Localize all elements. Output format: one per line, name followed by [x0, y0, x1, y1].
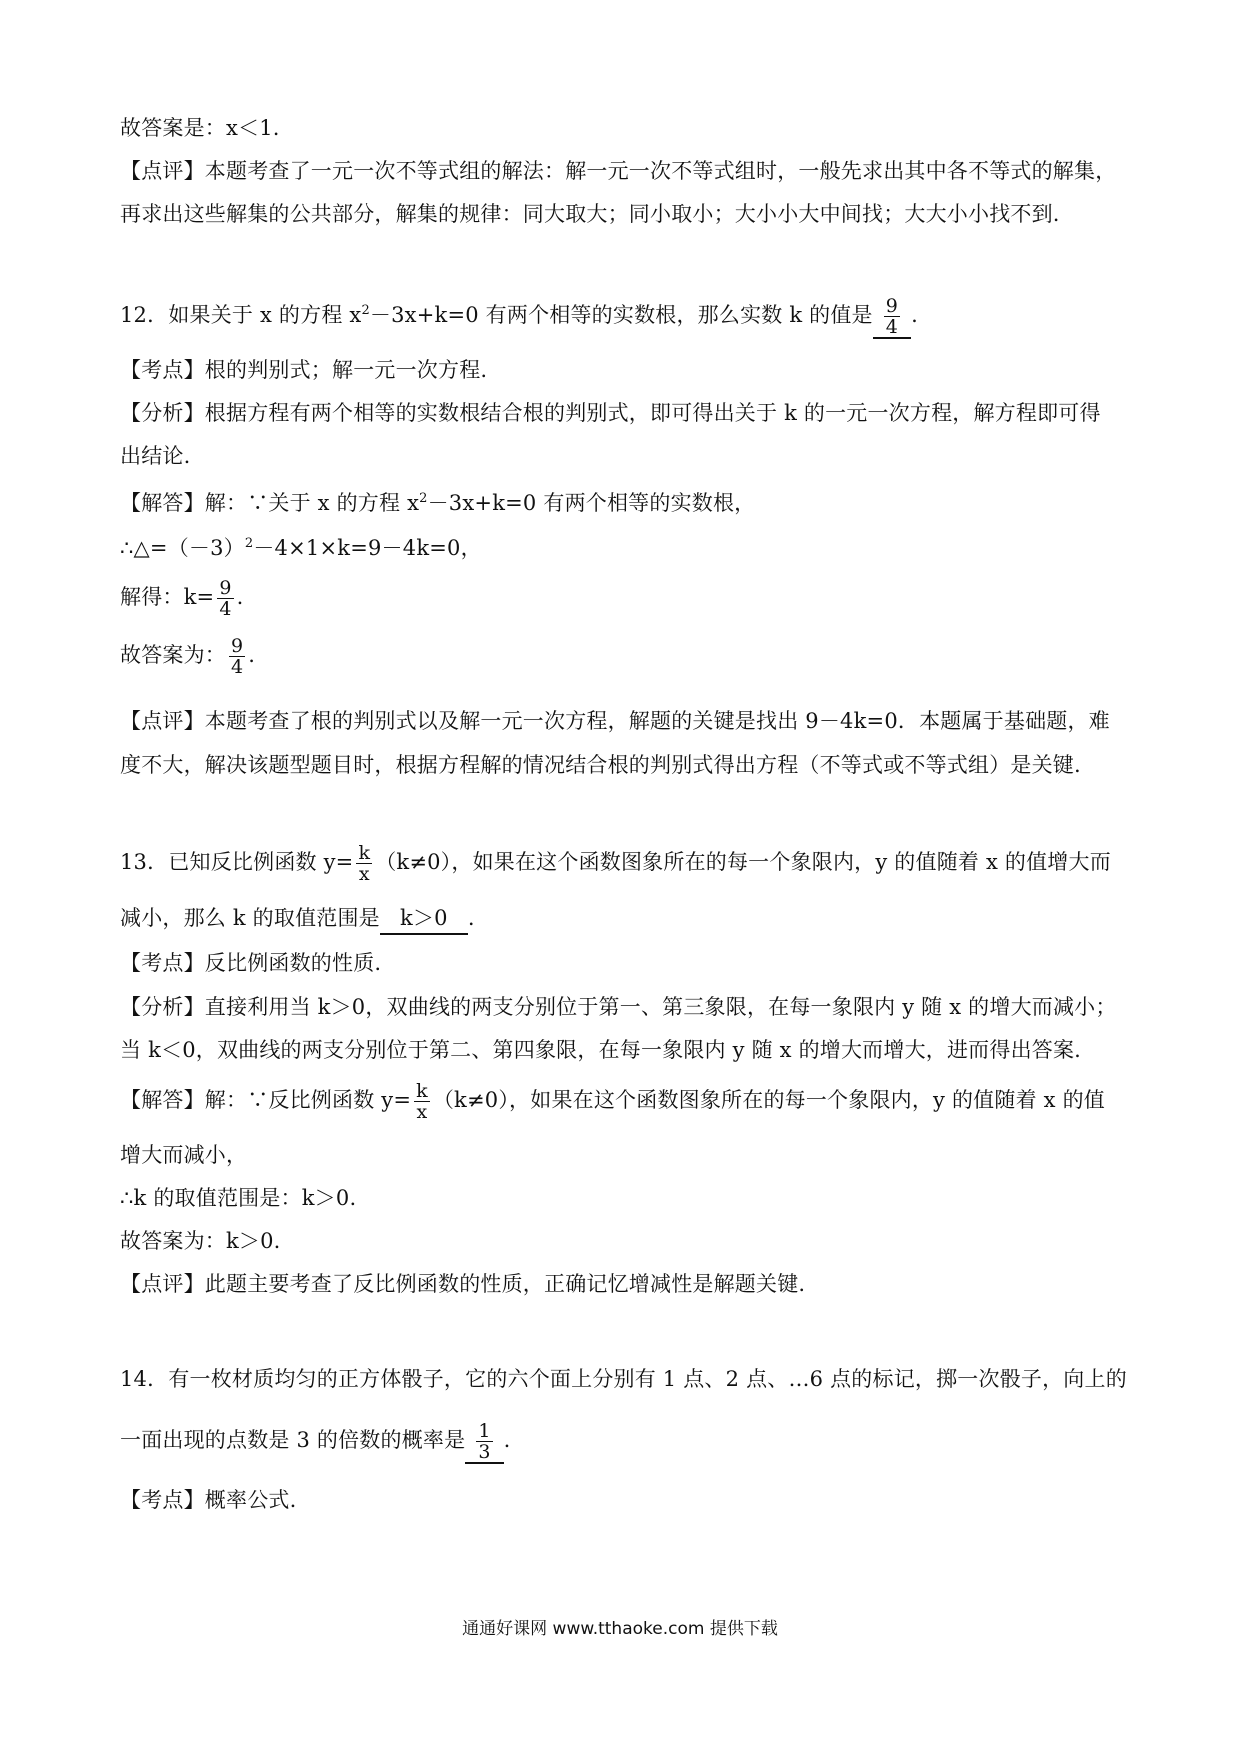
sol13-numerator: k — [416, 1080, 428, 1102]
q12-text-b: －3x+k=0 有两个相等的实数根，那么实数 k 的值是 — [369, 303, 873, 327]
solution-12-line3 — [120, 578, 1130, 619]
sol13-denominator: x — [414, 1101, 430, 1122]
answer-line-13: 故答案为：k＞0. — [120, 1229, 281, 1253]
ans12-fraction — [229, 636, 245, 677]
q13-answer-blank: k＞0 — [380, 903, 468, 935]
q14-answer-fraction — [476, 1421, 492, 1462]
q14b-text-a: 一面出现的点数是 3 的倍数的概率是 — [120, 1428, 466, 1452]
q12-numerator: 9 — [885, 295, 899, 317]
ans12-end: . — [248, 643, 256, 667]
answer-line-12 — [120, 636, 1130, 677]
page-footer: 通通好课网 www.tthaoke.com 提供下载 — [462, 1619, 778, 1639]
sol12-text-a: 【解答】解：∵关于 x 的方程 x — [120, 491, 420, 515]
q14-numerator: 1 — [478, 1420, 491, 1442]
analysis-13b: 当 k＜0，双曲线的两支分别位于第二、第四象限，在每一象限内 y 随 x 的增大而增大，进而得出答案. — [120, 1038, 1082, 1062]
solution-12-line2 — [120, 533, 1130, 563]
sol12b-text-a: ∴△=（－3） — [120, 536, 245, 560]
solution-12-line1 — [120, 488, 1130, 518]
comment-12b: 度不大，解决该题型题目时，根据方程解的情况结合根的判别式得出方程（不等式或不等式组）是关键. — [120, 753, 1081, 777]
solution-13-line3: ∴k 的取值范围是：k＞0. — [120, 1186, 357, 1210]
q14b-end: . — [503, 1428, 511, 1452]
q12-answer-fraction — [884, 296, 900, 337]
ans12-denominator: 4 — [231, 656, 244, 678]
sol12c-text-a: 解得：k= — [120, 585, 215, 609]
kaodian-13: 【考点】反比例函数的性质. — [120, 951, 382, 975]
q14-answer-blank — [465, 1421, 503, 1464]
ans12-text-a: 故答案为： — [120, 643, 226, 667]
kaodian-14: 【考点】概率公式. — [120, 1488, 297, 1512]
ans12-numerator: 9 — [231, 635, 244, 657]
question-12 — [120, 296, 1130, 339]
q13b-text-a: 减小，那么 k 的取值范围是 — [120, 906, 380, 930]
comment-line-11b: 再求出这些解集的公共部分，解集的规律：同大取大；同小取小；大小小大中间找；大大小小找不到. — [120, 202, 1060, 226]
q12-end: . — [911, 303, 918, 327]
question-14: 14．有一枚材质均匀的正方体骰子，它的六个面上分别有 1 点、2 点、…6 点的标记，掷一次骰子，向上的 — [120, 1367, 1127, 1391]
sol12-text-b: －3x+k=0 有两个相等的实数根， — [427, 491, 756, 515]
kaodian-12: 【考点】根的判别式；解一元一次方程. — [120, 358, 488, 382]
sol12c-end: . — [236, 585, 244, 609]
q14-denominator: 3 — [478, 1441, 491, 1463]
sol12c-fraction — [217, 578, 233, 619]
solution-13-line1 — [120, 1081, 1130, 1122]
q13-numerator: k — [358, 842, 371, 864]
question-13 — [120, 843, 1130, 884]
sol12b-text-b: －4×1×k=9－4k=0， — [253, 536, 482, 560]
analysis-12a: 【分析】根据方程有两个相等的实数根结合根的判别式，即可得出关于 k 的一元一次方程，解方程即可得 — [120, 401, 1101, 425]
sol13-fraction — [414, 1081, 430, 1122]
q12-answer-blank — [873, 296, 911, 339]
q12-denominator: 4 — [885, 316, 899, 338]
sol13-text-a: 【解答】解：∵反比例函数 y= — [120, 1088, 412, 1112]
analysis-13a: 【分析】直接利用当 k＞0，双曲线的两支分别位于第一、第三象限，在每一象限内 y 随 x 的增大而减小； — [120, 995, 1117, 1019]
q13b-end: . — [467, 906, 475, 930]
comment-13: 【点评】此题主要考查了反比例函数的性质，正确记忆增减性是解题关键. — [120, 1272, 806, 1296]
q13-text-b: （k≠0），如果在这个函数图象所在的每一个象限内，y 的值随着 x 的值增大而 — [375, 850, 1111, 874]
q12-exponent: 2 — [361, 303, 370, 318]
comment-12a: 【点评】本题考查了根的判别式以及解一元一次方程，解题的关键是找出 9－4k=0．本题属于基础题，难 — [120, 709, 1110, 733]
solution-13-line2: 增大而减小， — [120, 1143, 248, 1167]
q13-text-a: 13．已知反比例函数 y= — [120, 850, 354, 874]
q13-fraction — [356, 843, 372, 884]
sol12c-numerator: 9 — [219, 577, 232, 599]
q12-text-a: 12．如果关于 x 的方程 x — [120, 303, 362, 327]
answer-line-11: 故答案是：x＜1. — [120, 116, 280, 140]
question-13-cont — [120, 903, 1130, 935]
sol12-exponent: 2 — [419, 491, 428, 506]
question-14-cont — [120, 1421, 1130, 1464]
sol13-text-b: （k≠0），如果在这个函数图象所在的每一个象限内，y 的值随着 x 的值 — [432, 1088, 1105, 1112]
comment-line-11a: 【点评】本题考查了一元一次不等式组的解法：解一元一次不等式组时，一般先求出其中各不等式的解集， — [120, 159, 1117, 183]
sol12b-exponent: 2 — [244, 536, 254, 551]
analysis-12b: 出结论. — [120, 444, 191, 468]
sol12c-denominator: 4 — [219, 598, 232, 620]
q13-denominator: x — [356, 863, 372, 884]
